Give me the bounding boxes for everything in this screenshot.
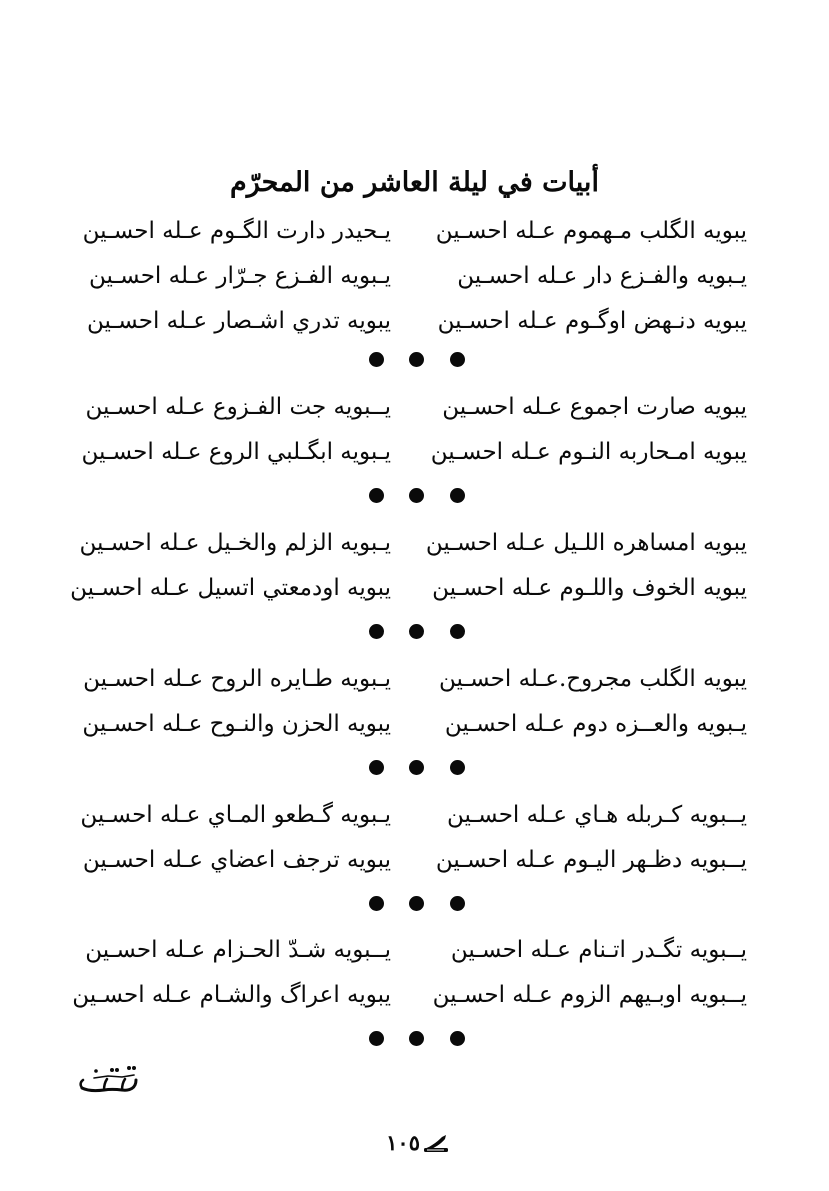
stanza-separator bbox=[0, 1027, 829, 1051]
verse-line bbox=[0, 523, 829, 563]
separator-dot bbox=[450, 488, 465, 503]
verse-second-hemistich: يبويه صارت اجموع عـله احسـين bbox=[442, 394, 747, 420]
verse-second-hemistich: يـبويه والعــزه دوم عـله احسـين bbox=[444, 711, 747, 737]
verse-first-hemistich: يـبويه طـايره الروح عـله احسـين bbox=[83, 666, 391, 692]
verse-second-hemistich: يبويه امـحاربه النـوم عـله احسـين bbox=[430, 439, 747, 465]
separator-dot bbox=[369, 624, 384, 639]
separator-dot bbox=[409, 896, 424, 911]
separator-dot bbox=[369, 1031, 384, 1046]
stanza-separator bbox=[0, 892, 829, 916]
verse-first-hemistich: يـبويه ابگـلبي الروع عـله احسـين bbox=[81, 439, 391, 465]
separator-dot bbox=[409, 488, 424, 503]
separator-dot bbox=[450, 1031, 465, 1046]
verse-first-hemistich: يـبويه الفـزع جـرّار عـله احسـين bbox=[89, 263, 391, 289]
verse-first-hemistich: يــبويه جت الفـزوع عـله احسـين bbox=[85, 394, 391, 420]
verse-first-hemistich: يبويه ترجف اعضاي عـله احسـين bbox=[82, 847, 391, 873]
separator-dot bbox=[450, 352, 465, 367]
separator-dot bbox=[369, 488, 384, 503]
separator-dot bbox=[409, 352, 424, 367]
verse-line bbox=[0, 432, 829, 472]
verse-second-hemistich: يـبويه والفـزع دار عـله احسـين bbox=[457, 263, 747, 289]
verse-line bbox=[0, 301, 829, 341]
poem-title: أبيات في ليلة العاشر من المحرّم bbox=[230, 167, 599, 198]
separator-dot bbox=[450, 624, 465, 639]
verse-second-hemistich: يبويه الگلب مجروح.عـله احسـين bbox=[438, 666, 747, 692]
separator-dot bbox=[409, 1031, 424, 1046]
separator-dot bbox=[369, 896, 384, 911]
verse-line bbox=[0, 256, 829, 296]
verse-line bbox=[0, 211, 829, 251]
verse-first-hemistich: يبويه اعراگ والشـام عـله احسـين bbox=[72, 982, 391, 1008]
verse-first-hemistich: يـبويه الزلم والخـيل عـله احسـين bbox=[79, 530, 391, 556]
separator-dot bbox=[409, 624, 424, 639]
verse-first-hemistich: يـبويه گـطعو المـاي عـله احسـين bbox=[80, 802, 391, 828]
separator-dot bbox=[450, 896, 465, 911]
page-number: ١٠٥ bbox=[386, 1130, 420, 1155]
verse-first-hemistich: يـحيدر دارت الگـوم عـله احسـين bbox=[82, 218, 391, 244]
verse-line bbox=[0, 704, 829, 744]
separator-dot bbox=[409, 760, 424, 775]
verse-line bbox=[0, 930, 829, 970]
page-folio bbox=[360, 1126, 470, 1160]
verse-first-hemistich: يــبويه شـدّ الحـزام عـله احسـين bbox=[85, 937, 391, 963]
separator-dot bbox=[369, 760, 384, 775]
verse-second-hemistich: يبويه الگلب مـهموم عـله احسـين bbox=[435, 218, 747, 244]
verse-first-hemistich: يبويه الحزن والنـوح عـله احسـين bbox=[82, 711, 391, 737]
end-mark-calligraphy bbox=[74, 1058, 144, 1098]
verse-second-hemistich: يبويه امساهره اللـيل عـله احسـين bbox=[425, 530, 747, 556]
verse-first-hemistich: يبويه اودمعتي اتسيل عـله احسـين bbox=[70, 575, 391, 601]
verse-second-hemistich: يــبويه اوبـيهم الزوم عـله احسـين bbox=[432, 982, 747, 1008]
verse-line bbox=[0, 795, 829, 835]
verse-second-hemistich: يبويه الخوف واللـوم عـله احسـين bbox=[432, 575, 747, 601]
verse-line bbox=[0, 659, 829, 699]
verse-first-hemistich: يبويه تدري اشـصار عـله احسـين bbox=[87, 308, 391, 334]
stanza-separator bbox=[0, 484, 829, 508]
verse-second-hemistich: يــبويه دظـهر اليـوم عـله احسـين bbox=[435, 847, 747, 873]
verse-line bbox=[0, 840, 829, 880]
verse-second-hemistich: يبويه دنـهض اوگـوم عـله احسـين bbox=[437, 308, 747, 334]
separator-dot bbox=[450, 760, 465, 775]
stanza-separator bbox=[0, 756, 829, 780]
verse-line bbox=[0, 975, 829, 1015]
stanza-separator bbox=[0, 348, 829, 372]
verse-second-hemistich: يــبويه تگـدر اتـنام عـله احسـين bbox=[450, 937, 747, 963]
verse-second-hemistich: يــبويه كـربله هـاي عـله احسـين bbox=[447, 802, 747, 828]
quill-ornament-icon bbox=[422, 1133, 450, 1153]
separator-dot bbox=[369, 352, 384, 367]
stanza-separator bbox=[0, 620, 829, 644]
verse-line bbox=[0, 568, 829, 608]
verse-line bbox=[0, 387, 829, 427]
